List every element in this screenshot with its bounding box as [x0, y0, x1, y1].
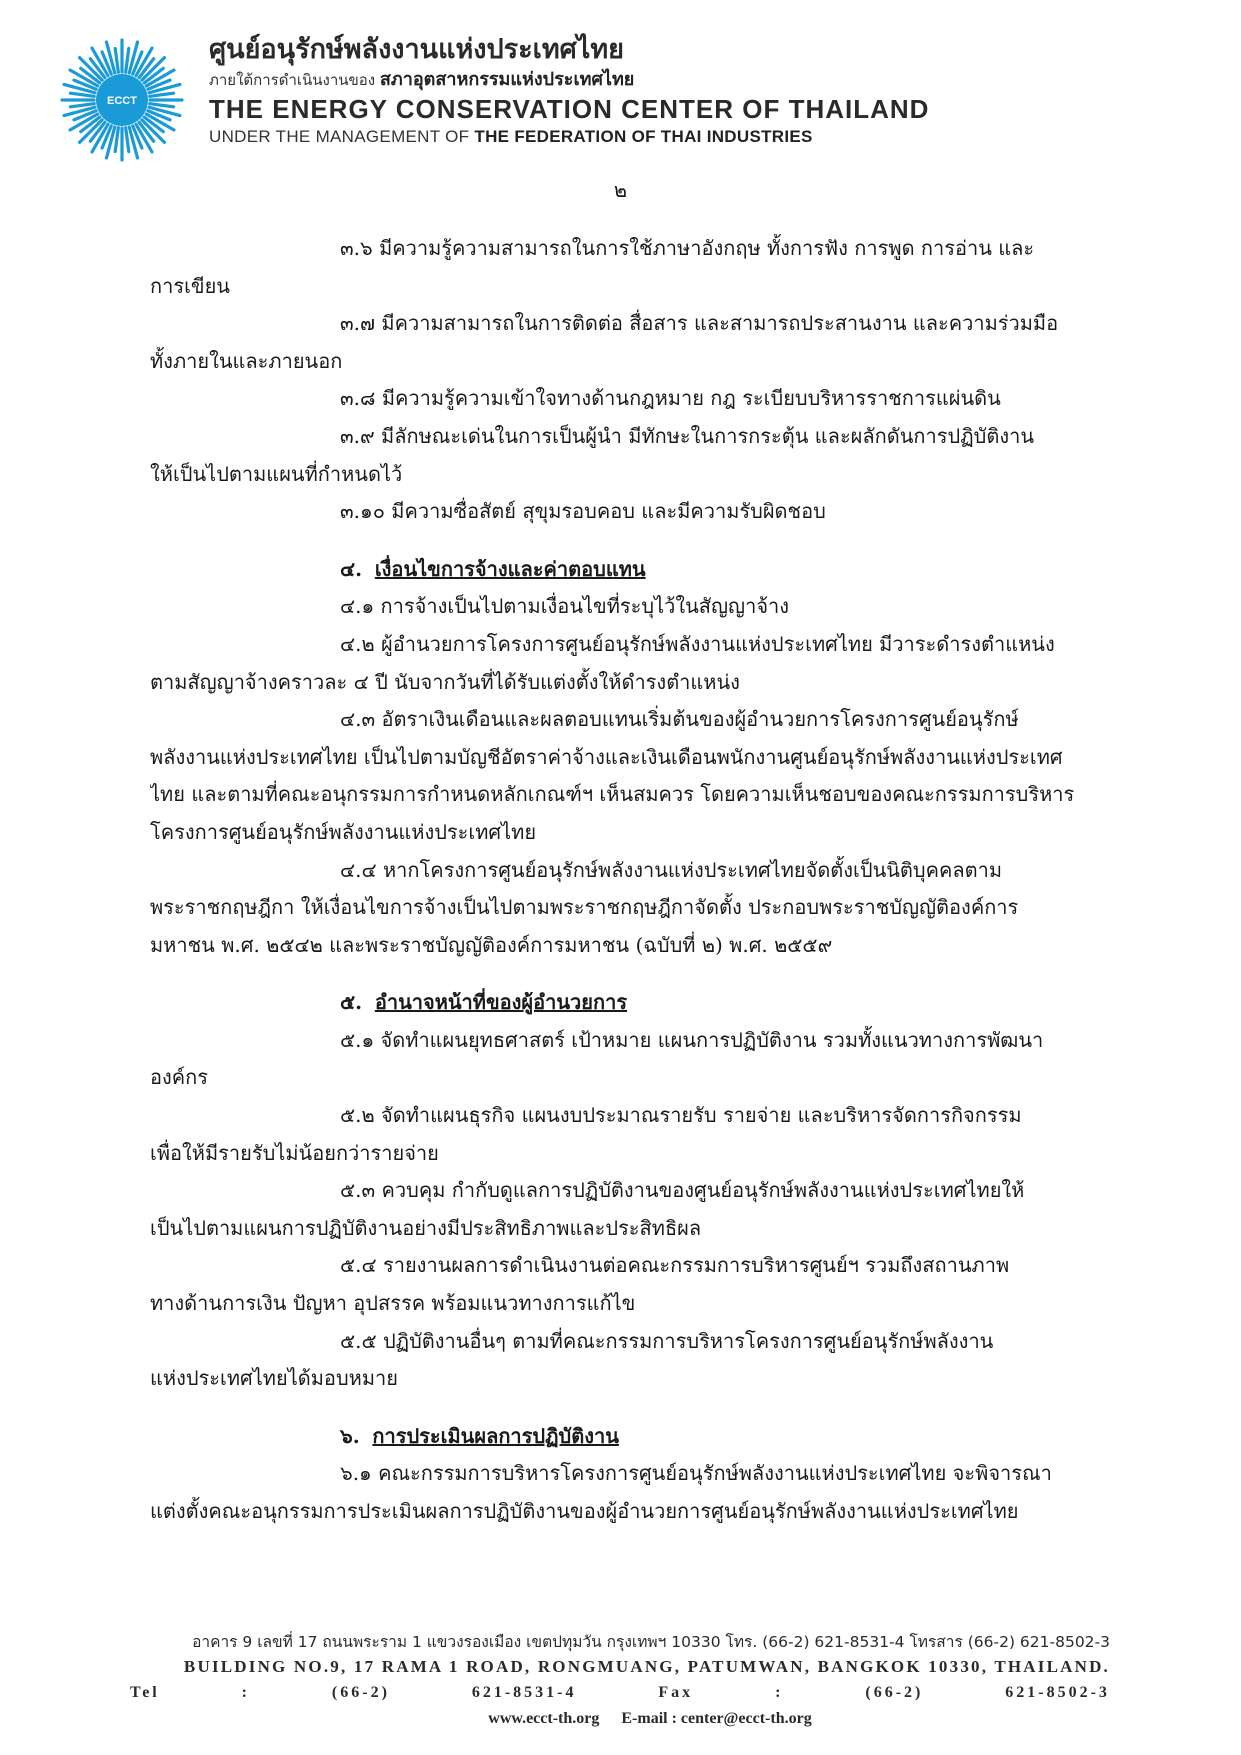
clause-3-9: ๓.๙ มีลักษณะเด่นในการเป็นผู้นำ มีทักษะในการกระตุ้น และผลักดันการปฏิบัติงาน — [340, 423, 1034, 448]
logo-ray — [126, 128, 129, 152]
fax-number: 621-8502-3 — [1005, 1684, 1110, 1701]
org-name-thai: ศูนย์อนุรักษ์พลังงานแห่งประเทศไทย — [209, 34, 624, 65]
clause-3-10: ๓.๑๐ มีความซื่อสัตย์ สุขุมรอบคอบ และมีความรับผิดชอบ — [340, 499, 826, 524]
clause-4-4-cont-1: พระราชกฤษฎีกา ให้เงื่อนไขการจ้างเป็นไปตามพระราชกฤษฎีกาจัดตั้ง ประกอบพระราชบัญญัติองค์การ — [150, 895, 1019, 920]
page-number: ๒ — [613, 178, 628, 202]
org-name-english: THE ENERGY CONSERVATION CENTER OF THAILAND — [209, 94, 930, 124]
clause-4-3-cont-3: โครงการศูนย์อนุรักษ์พลังงานแห่งประเทศไทย — [150, 819, 537, 844]
logo-ray — [70, 93, 94, 96]
clause-4-2-cont: ตามสัญญาจ้างคราวละ ๔ ปี นับจากวันที่ได้รับแต่งตั้งให้ดำรงตำแหน่ง — [150, 669, 740, 694]
logo-ray — [126, 48, 129, 72]
logo-text: ECCT — [107, 95, 137, 107]
clause-3-8: ๓.๘ มีความรู้ความเข้าใจทางด้านกฎหมาย กฎ ระเบียบบริหารราชการแผ่นดิน — [340, 386, 1001, 411]
logo-ray — [150, 93, 174, 96]
section-5-number: ๕. — [340, 990, 363, 1015]
fax-label: Fax — [658, 1684, 694, 1701]
clause-4-2: ๔.๒ ผู้อำนวยการโครงการศูนย์อนุรักษ์พลังงานแห่งประเทศไทย มีวาระดำรงตำแหน่ง — [340, 631, 1055, 656]
tel-colon: : — [241, 1684, 250, 1701]
clause-4-3-cont-1: พลังงานแห่งประเทศไทย เป็นไปตามบัญชีอัตราค่าจ้างและเงินเดือนพนักงานศูนย์อนุรักษ์พลังงานแห่งประเทศ — [150, 744, 1063, 769]
clause-5-1: ๕.๑ จัดทำแผนยุทธศาสตร์ เป้าหมาย แผนการปฏิบัติงาน รวมทั้งแนวทางการพัฒนา — [340, 1027, 1044, 1052]
clause-3-7-cont: ทั้งภายในและภายนอก — [150, 348, 343, 373]
clause-4-4: ๔.๔ หากโครงการศูนย์อนุรักษ์พลังงานแห่งประเทศไทยจัดตั้งเป็นนิติบุคคลตาม — [340, 857, 1003, 882]
clause-5-2-cont: เพื่อให้มีรายรับไม่น้อยกว่ารายจ่าย — [150, 1140, 439, 1165]
clause-3-6: ๓.๖ มีความรู้ความสามารถในการใช้ภาษาอังกฤษ ทั้งการฟัง การพูด การอ่าน และ — [340, 236, 1035, 260]
clause-3-9-cont: ให้เป็นไปตามแผนที่กำหนดไว้ — [150, 461, 403, 486]
management-line-english — [209, 126, 969, 148]
web-contact — [130, 1706, 1110, 1732]
address-thai: อาคาร 9 เลขที่ 17 ถนนพระราม 1 แขวงรองเมือง เขตปทุมวัน กรุงเทพฯ 10330 โทร. (66-2) 621-8531-4 โทรสาร (66-2) 621-8502-3 — [192, 1633, 1110, 1651]
letterhead — [209, 32, 969, 148]
clause-5-4: ๕.๔ รายงานผลการดำเนินงานต่อคณะกรรมการบริหารศูนย์ฯ รวมถึงสถานภาพ — [340, 1253, 1010, 1278]
clause-5-5: ๕.๕ ปฏิบัติงานอื่นๆ ตามที่คณะกรรมการบริหารโครงการศูนย์อนุรักษ์พลังงาน — [340, 1328, 994, 1353]
clause-6-1: ๖.๑ คณะกรรมการบริหารโครงการศูนย์อนุรักษ์พลังงานแห่งประเทศไทย จะพิจารณา — [340, 1461, 1052, 1486]
section-6-number: ๖. — [340, 1423, 360, 1448]
contact-numbers — [130, 1680, 1110, 1706]
logo-ray — [115, 48, 118, 72]
clause-5-3-cont: เป็นไปตามแผนการปฏิบัติงานอย่างมีประสิทธิภาพและประสิทธิผล — [150, 1215, 702, 1240]
management-org-en: THE FEDERATION OF THAI INDUSTRIES — [474, 127, 813, 146]
clause-4-3: ๔.๓ อัตราเงินเดือนและผลตอบแทนเริ่มต้นของผู้อำนวยการโครงการศูนย์อนุรักษ์ — [340, 707, 1019, 732]
email-link[interactable]: E-mail : center@ecct-th.org — [621, 1710, 812, 1727]
section-4-number: ๔. — [340, 556, 363, 581]
section-5-heading — [150, 984, 1090, 1022]
clause-3-7: ๓.๗ มีความสามารถในการติดต่อ สื่อสาร และสามารถประสานงาน และความร่วมมือ — [340, 311, 1059, 336]
clause-5-4-cont: ทางด้านการเงิน ปัญหา อุปสรรค พร้อมแนวทางการแก้ไข — [150, 1291, 636, 1316]
clause-5-5-cont: แห่งประเทศไทยได้มอบหมาย — [150, 1366, 398, 1391]
section-4-title: เงื่อนไขการจ้างและค่าตอบแทน — [374, 556, 646, 581]
fax-code: (66-2) — [865, 1684, 924, 1701]
management-prefix: ภายใต้การดำเนินงานของ — [209, 71, 376, 89]
section-4-heading — [150, 551, 1090, 589]
clause-5-3: ๕.๓ ควบคุม กำกับดูแลการปฏิบัติงานของศูนย์อนุรักษ์พลังงานแห่งประเทศไทยให้ — [340, 1178, 1025, 1203]
clause-4-4-cont-2: มหาชน พ.ศ. ๒๕๔๒ และพระราชบัญญัติองค์การมหาชน (ฉบับที่ ๒) พ.ศ. ๒๕๕๙ — [150, 932, 833, 957]
management-org: สภาอุตสาหกรรมแห่งประเทศไทย — [379, 69, 635, 90]
management-line-thai — [209, 68, 969, 92]
footer — [130, 1630, 1110, 1732]
logo-ray — [115, 128, 118, 152]
tel-label: Tel — [130, 1684, 160, 1701]
section-6-heading — [150, 1418, 1090, 1456]
document-body — [150, 230, 1090, 1531]
logo-ray — [70, 104, 94, 107]
clause-3-6-cont: การเขียน — [150, 273, 230, 298]
ecct-logo — [60, 38, 184, 162]
logo-ray — [150, 104, 174, 107]
address-english: BUILDING NO.9, 17 RAMA 1 ROAD, RONGMUANG, PATUMWAN, BANGKOK 10330, THAILAND. — [183, 1657, 1110, 1676]
fax-colon: : — [775, 1684, 784, 1701]
website-link[interactable]: www.ecct-th.org — [488, 1710, 600, 1727]
clause-6-1-cont: แต่งตั้งคณะอนุกรรมการประเมินผลการปฏิบัติงานของผู้อำนวยการศูนย์อนุรักษ์พลังงานแห่งประเทศไทย — [150, 1499, 1019, 1523]
clause-4-3-cont-2: ไทย และตามที่คณะอนุกรรมการกำหนดหลักเกณฑ์ฯ เห็นสมควร โดยความเห็นชอบของคณะกรรมการบริหาร — [150, 782, 1075, 807]
clause-5-2: ๕.๒ จัดทำแผนธุรกิจ แผนงบประมาณรายรับ รายจ่าย และบริหารจัดการกิจกรรม — [340, 1103, 1022, 1128]
tel-code: (66-2) — [331, 1684, 390, 1701]
clause-4-1: ๔.๑ การจ้างเป็นไปตามเงื่อนไขที่ระบุไว้ในสัญญาจ้าง — [340, 594, 790, 619]
management-prefix-en: UNDER THE MANAGEMENT OF — [209, 127, 470, 146]
section-6-title: การประเมินผลการปฏิบัติงาน — [372, 1423, 619, 1448]
clause-5-1-cont: องค์กร — [150, 1065, 209, 1090]
tel-number: 621-8531-4 — [471, 1684, 577, 1701]
section-5-title: อำนาจหน้าที่ของผู้อำนวยการ — [374, 990, 628, 1015]
